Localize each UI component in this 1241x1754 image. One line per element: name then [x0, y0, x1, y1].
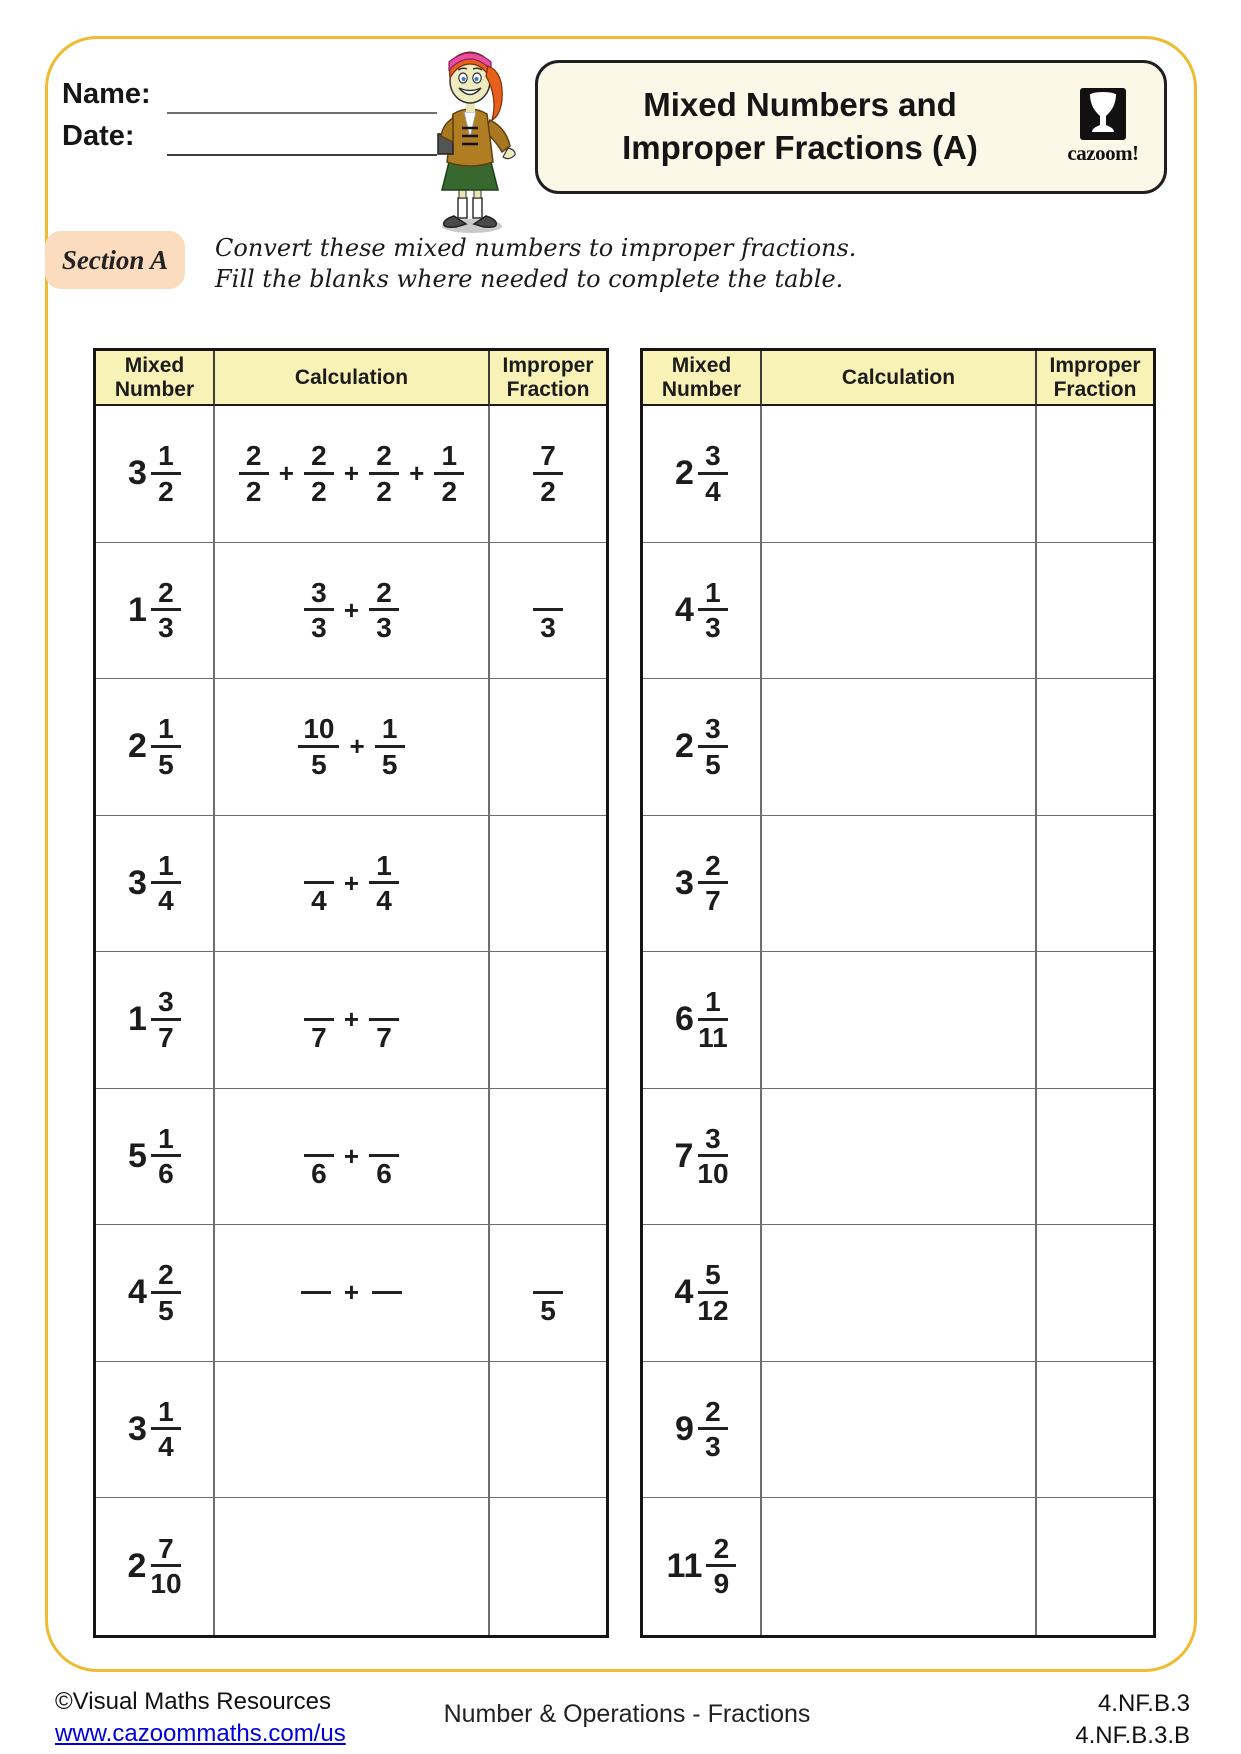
improper-fraction-cell-empty — [490, 1498, 606, 1635]
fraction: 7 — [304, 986, 334, 1053]
fraction: $\frac{1}{5}$ — [375, 713, 405, 780]
calculation-cell — [215, 952, 490, 1089]
calculation-cell-empty — [762, 816, 1037, 953]
conversion-table-right — [640, 348, 1156, 1638]
fraction: $\frac{7}{2}$ — [533, 440, 563, 507]
calculation-cell-empty — [215, 1498, 490, 1635]
whole-number: 3 — [128, 454, 147, 493]
fraction: $\frac{2}{3}$ — [151, 577, 181, 644]
improper-fraction-cell-empty — [490, 679, 606, 816]
fraction: $\frac{3}{7}$ — [151, 986, 181, 1053]
fraction: $\frac{1}{4}$ — [151, 1396, 181, 1463]
improper-fraction-cell-empty — [1037, 1089, 1153, 1226]
calculation-cell-empty — [762, 1362, 1037, 1499]
mixed-number — [675, 986, 728, 1053]
mixed-number — [128, 1259, 181, 1326]
title-line-1: Mixed Numbers and — [643, 86, 957, 124]
fraction: $\frac{1}{2}$ — [434, 440, 464, 507]
calculation-cell — [215, 679, 490, 816]
fraction: $\frac{7}{10}$ — [150, 1532, 182, 1600]
mixed-number-cell — [643, 952, 762, 1089]
mixed-number-cell — [643, 1498, 762, 1635]
improper-fraction-cell-empty — [1037, 543, 1153, 680]
plus-sign: + — [343, 1004, 360, 1035]
mixed-number-cell — [643, 1089, 762, 1226]
fraction: $\frac{1}{3}$ — [698, 577, 728, 644]
mixed-number — [675, 577, 728, 644]
fraction: $\frac{2}{2}$ — [369, 440, 399, 507]
calculation-cell-empty — [762, 952, 1037, 1089]
whole-number: 7 — [674, 1136, 694, 1175]
calculation-cell-empty — [762, 1089, 1037, 1226]
column-header: Calculation — [215, 351, 490, 406]
date-label: Date: — [62, 120, 135, 152]
cazoom-logo-text: cazoom! — [1067, 141, 1139, 165]
mixed-number — [674, 1123, 728, 1190]
improper-fraction-cell-empty — [1037, 952, 1153, 1089]
fraction: 6 — [304, 1123, 334, 1190]
fraction: $\frac{3}{10}$ — [697, 1122, 729, 1190]
improper-fraction-cell-empty — [490, 1362, 606, 1499]
mixed-number — [128, 713, 181, 780]
mixed-number — [128, 440, 181, 507]
mixed-number — [674, 1259, 728, 1326]
whole-number: 5 — [128, 1136, 147, 1175]
calculation-cell-empty — [215, 1362, 490, 1499]
whole-number: 2 — [127, 1546, 147, 1585]
mixed-number-cell — [96, 1362, 215, 1499]
mixed-number — [667, 1533, 737, 1600]
fraction: $\frac{1}{5}$ — [151, 713, 181, 780]
fraction: $\frac{3}{4}$ — [698, 440, 728, 507]
improper-fraction-cell-empty — [490, 816, 606, 953]
cazoom-website-link[interactable]: www.cazoommaths.com/us — [55, 1719, 346, 1747]
standard-code-2: 4.NF.B.3.B — [1075, 1722, 1190, 1750]
whole-number: 3 — [128, 1409, 147, 1448]
calculation-cell-empty — [762, 1225, 1037, 1362]
calculation-cell — [215, 1225, 490, 1362]
improper-fraction-cell-empty — [1037, 1225, 1153, 1362]
calculation-cell — [215, 406, 490, 543]
mixed-number — [128, 1396, 181, 1463]
mixed-number — [128, 850, 181, 917]
whole-number: 2 — [128, 727, 147, 766]
mixed-number — [675, 850, 728, 917]
improper-fraction-cell — [490, 406, 606, 543]
goblet-icon — [1080, 88, 1126, 140]
mixed-number-cell — [96, 543, 215, 680]
fraction: $\frac{2}{9}$ — [706, 1533, 736, 1600]
improper-fraction-cell-empty — [1037, 406, 1153, 543]
calculation-cell-empty — [762, 1498, 1037, 1635]
whole-number: 3 — [675, 863, 694, 902]
mixed-number-cell — [96, 679, 215, 816]
student-girl-illustration — [420, 36, 520, 236]
improper-fraction-cell-empty — [490, 952, 606, 1089]
worksheet-title — [538, 84, 1050, 170]
section-a-badge: Section A — [45, 231, 185, 289]
fraction: 3 — [533, 577, 563, 644]
fraction: $\frac{2}{2}$ — [304, 440, 334, 507]
fraction: 4 — [304, 850, 334, 917]
column-header: Mixed Number — [96, 351, 215, 406]
section-instructions — [215, 233, 856, 295]
improper-fraction-cell-empty — [490, 1089, 606, 1226]
improper-fraction-cell-empty — [1037, 1498, 1153, 1635]
fraction: $\frac{1}{6}$ — [151, 1123, 181, 1190]
mixed-number — [128, 986, 181, 1053]
calculation-cell — [215, 1089, 490, 1226]
whole-number: 3 — [128, 863, 147, 902]
whole-number: 1 — [128, 1000, 147, 1039]
footer-credits — [55, 1686, 346, 1749]
standard-code-1: 4.NF.B.3 — [1097, 1690, 1190, 1717]
mixed-number — [128, 577, 181, 644]
mixed-number-cell — [643, 1362, 762, 1499]
fraction: $\frac{1}{4}$ — [369, 850, 399, 917]
copyright-text: ©Visual Maths Resources — [55, 1688, 332, 1715]
blank-fraction-bar — [372, 1291, 402, 1294]
improper-fraction-cell — [490, 543, 606, 680]
fraction: $\frac{5}{12}$ — [697, 1259, 729, 1326]
fraction: $\frac{1}{4}$ — [151, 850, 181, 917]
mixed-number-cell — [96, 1498, 215, 1635]
fraction: $\frac{1}{2}$ — [151, 440, 181, 507]
whole-number: 2 — [675, 727, 694, 766]
fraction: $\frac{1}{11}$ — [698, 986, 728, 1053]
name-write-line — [167, 112, 437, 114]
mixed-number-cell — [96, 952, 215, 1089]
improper-fraction-cell — [490, 1225, 606, 1362]
calculation-cell — [215, 816, 490, 953]
fraction: 7 — [369, 986, 399, 1053]
fraction: $\frac{2}{5}$ — [151, 1259, 181, 1326]
plus-sign: + — [343, 594, 360, 625]
conversion-table-left — [93, 348, 609, 1638]
fraction: $\frac{2}{3}$ — [698, 1396, 728, 1463]
fraction: $\frac{3}{5}$ — [698, 713, 728, 780]
whole-number: 4 — [675, 590, 694, 629]
whole-number: 2 — [675, 454, 694, 493]
mixed-number-cell — [643, 543, 762, 680]
improper-fraction-cell-empty — [1037, 1362, 1153, 1499]
fraction: $\frac{2}{3}$ — [369, 577, 399, 644]
student-clipart — [420, 36, 520, 241]
whole-number: 4 — [674, 1273, 694, 1312]
plus-sign: + — [409, 458, 425, 489]
fraction: 5 — [533, 1259, 563, 1326]
name-label: Name: — [62, 78, 151, 110]
plus-sign: + — [278, 458, 294, 489]
title-line-2: Improper Fractions (A) — [622, 129, 978, 166]
whole-number: 4 — [128, 1273, 147, 1312]
mixed-number — [127, 1533, 181, 1600]
mixed-number-cell — [96, 1089, 215, 1226]
footer-topic: Number & Operations - Fractions — [443, 1700, 811, 1728]
mixed-number — [128, 1123, 181, 1190]
plus-sign: + — [343, 1140, 360, 1171]
column-header: Mixed Number — [643, 351, 762, 406]
calculation-cell — [215, 543, 490, 680]
mixed-number-cell — [96, 1225, 215, 1362]
fraction: $\frac{2}{2}$ — [239, 440, 269, 507]
calculation-cell-empty — [762, 543, 1037, 680]
plus-sign: + — [343, 1277, 360, 1308]
mixed-number-cell — [643, 1225, 762, 1362]
mixed-number — [675, 1396, 728, 1463]
date-write-line — [167, 154, 437, 156]
improper-fraction-cell-empty — [1037, 816, 1153, 953]
whole-number: 6 — [675, 1000, 694, 1039]
column-header: Improper Fraction — [490, 351, 606, 406]
instruction-line-1: Convert these mixed numbers to improper fractions. — [215, 234, 857, 262]
plus-sign: + — [343, 458, 360, 489]
fraction: $\frac{2}{7}$ — [698, 850, 728, 917]
column-header: Improper Fraction — [1037, 351, 1153, 406]
instruction-line-2: Fill the blanks where needed to complete the table. — [215, 265, 844, 294]
calculation-cell-empty — [762, 679, 1037, 816]
fraction: 6 — [369, 1123, 399, 1190]
mixed-number-cell — [96, 406, 215, 543]
worksheet-title-box — [535, 60, 1167, 194]
whole-number: 9 — [675, 1409, 694, 1448]
improper-fraction-cell-empty — [1037, 679, 1153, 816]
footer-standard-codes — [990, 1688, 1190, 1752]
mixed-number-cell — [643, 816, 762, 953]
mixed-number-cell — [643, 679, 762, 816]
fraction: $\frac{3}{3}$ — [304, 577, 334, 644]
fraction: $\frac{10}{5}$ — [298, 713, 339, 780]
mixed-number — [675, 440, 728, 507]
column-header: Calculation — [762, 351, 1037, 406]
blank-fraction-bar — [301, 1291, 331, 1294]
plus-sign: + — [343, 867, 360, 898]
whole-number: 11 — [666, 1546, 703, 1585]
calculation-cell-empty — [762, 406, 1037, 543]
whole-number: 1 — [128, 590, 147, 629]
mixed-number-cell — [96, 816, 215, 953]
cazoom-logo — [1050, 88, 1164, 166]
mixed-number — [675, 713, 728, 780]
plus-sign: + — [349, 731, 365, 762]
mixed-number-cell — [643, 406, 762, 543]
